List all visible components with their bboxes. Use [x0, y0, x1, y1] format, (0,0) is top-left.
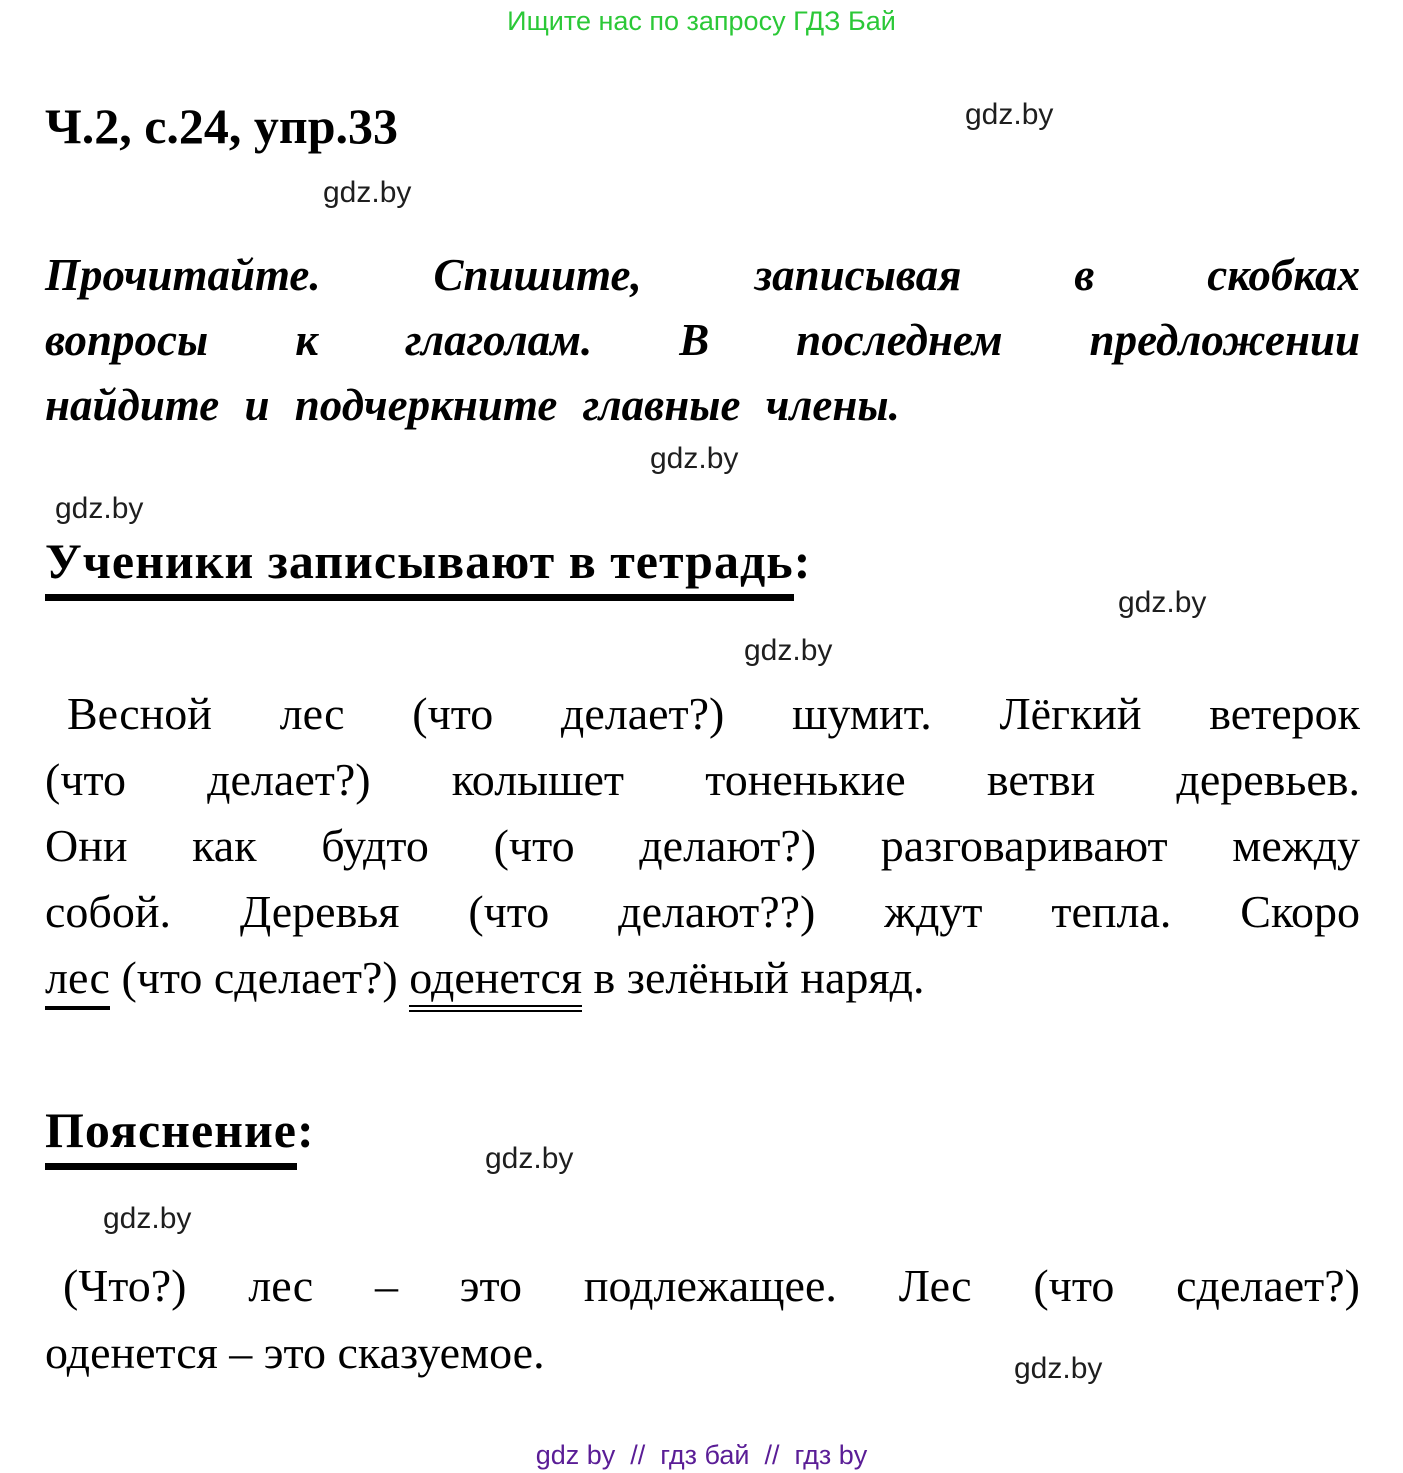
notebook-heading-text: Ученики записывают в тетрадь	[45, 533, 794, 601]
explanation-line-1: (Что?) лес – это подлежащее. Лес (что сделает?)	[63, 1260, 1360, 1311]
subject-word-underlined: лес	[45, 952, 110, 1010]
watermark-gdz: gdz.by	[650, 442, 739, 475]
explanation-line-2: оденется – это сказуемое.	[45, 1327, 545, 1378]
exercise-line-4: собой. Деревья (что делают??) ждут тепла. Скоро	[45, 886, 1360, 937]
explanation-section-heading	[45, 1102, 315, 1158]
exercise-line-1: Весной лес (что делает?) шумит. Лёгкий ветерок	[67, 688, 1360, 739]
explanation-heading-text: Пояснение	[45, 1102, 297, 1170]
footer-site-links[interactable]: gdz by // гдз бай // гдз by	[535, 1440, 868, 1470]
exercise-line-3: Они как будто (что делают?) разговаривают между	[45, 820, 1360, 871]
watermark-gdz: gdz.by	[744, 634, 833, 667]
task-instruction-line-1: Прочитайте. Спишите, записывая в скобках	[45, 250, 1360, 300]
watermark-gdz: gdz.by	[55, 492, 144, 525]
watermark-gdz: gdz.by	[323, 176, 412, 209]
notebook-heading-colon: :	[793, 533, 812, 589]
task-instruction-line-2: вопросы к глаголам. В последнем предложении	[45, 315, 1360, 365]
task-instruction-line-3: найдите и подчеркните главные члены.	[45, 380, 900, 430]
exercise-line-5-tail: в зелёный наряд.	[582, 952, 925, 1003]
watermark-gdz: gdz.by	[485, 1142, 574, 1175]
exercise-line-2: (что делает?) колышет тоненькие ветви деревьев.	[45, 754, 1360, 805]
page-title: Ч.2, с.24, упр.33	[45, 98, 399, 154]
notebook-section-heading	[45, 533, 811, 589]
watermark-gdz: gdz.by	[103, 1202, 192, 1235]
watermark-gdz: gdz.by	[965, 98, 1054, 131]
exercise-line-5	[45, 948, 1360, 1008]
explanation-heading-colon: :	[297, 1102, 315, 1158]
watermark-gdz: gdz.by	[1014, 1352, 1103, 1385]
watermark-gdz: gdz.by	[1118, 586, 1207, 619]
predicate-word-double-underlined: оденется	[409, 952, 582, 1012]
exercise-line-5-middle: (что сделает?)	[109, 952, 410, 1003]
promo-banner: Ищите нас по запросу ГДЗ Бай	[507, 6, 896, 36]
